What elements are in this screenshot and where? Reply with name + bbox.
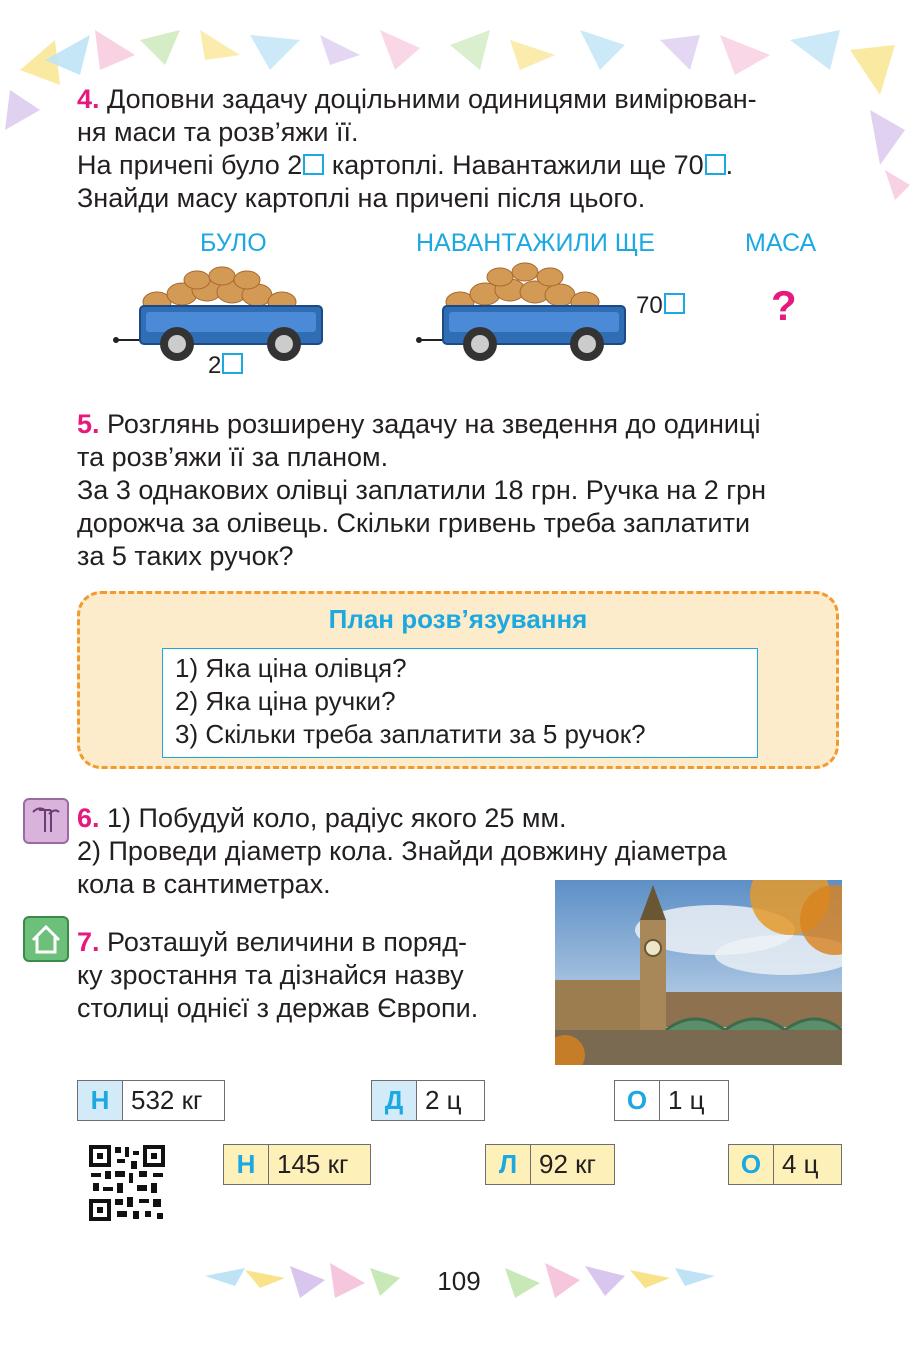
- question-mark: ?: [771, 282, 797, 329]
- plan-steps: [162, 648, 758, 758]
- label-mass: МАСА: [745, 229, 817, 257]
- trailer-with-potatoes-2: [415, 262, 635, 367]
- task4-number: 4.: [77, 84, 100, 114]
- page-number: 109: [437, 1266, 481, 1296]
- task6-number: 6.: [77, 803, 100, 833]
- task5-text: 5. Розглянь розширену задачу на зведення до одиниці та розв’яжи її за планом. За 3 однакових олівці заплатили 18 грн. Ручка на 2 грн дорожча за олівець. Скільки гривень треба заплатити за 5 таких ручок?: [77, 409, 767, 571]
- blank-square: [705, 154, 726, 175]
- label-before: БУЛО: [200, 229, 267, 257]
- label-loaded: НАВАНТАЖИЛИ ЩЕ: [416, 229, 655, 257]
- london-big-ben-photo: [555, 880, 842, 1065]
- letter-tile: Л 92 кг: [485, 1144, 615, 1185]
- letter-tile: О 1 ц: [614, 1080, 729, 1121]
- solution-plan-panel: [77, 591, 839, 769]
- blank-square: [664, 293, 685, 314]
- qr-code: [87, 1143, 167, 1223]
- plan-title: План розв’язування: [328, 604, 588, 634]
- plan-step: 3) Скільки треба заплатити за 5 ручок?: [175, 719, 646, 749]
- plan-step: 2) Яка ціна ручки?: [175, 686, 396, 716]
- task7-text: 7. Розташуй величини в поряд- ку зростання та дізнайся назву столиці однієї з держав Європи.: [77, 927, 479, 1023]
- letter-tile: Н 532 кг: [77, 1080, 225, 1121]
- value-loaded: 70: [636, 292, 685, 320]
- letter-tile: О 4 ц: [728, 1144, 842, 1185]
- task7-number: 7.: [77, 927, 100, 957]
- task5-number: 5.: [77, 409, 100, 439]
- plan-step: 1) Яка ціна олівця?: [175, 653, 407, 683]
- task6-text: 6. 1) Побудуй коло, радіус якого 25 мм. 2) Проведи діаметр кола. Знайди довжину діаметра кола в сантиметрах.: [77, 803, 727, 899]
- task4-text: 4. Доповни задачу доцільними одиницями вимірюван- ня маси та розв’яжи її. На причепі було 2 картоплі. Навантажили ще 70 . Знайди масу картоплі на причепі після цього.: [77, 84, 757, 213]
- home-icon: [23, 916, 69, 962]
- blank-square: [222, 353, 243, 374]
- letter-tile: Н 145 кг: [223, 1144, 371, 1185]
- letter-tile: Д 2 ц: [371, 1080, 485, 1121]
- blank-square: [303, 154, 324, 175]
- value-before: 2: [208, 352, 243, 380]
- ruler-compass-icon: [23, 798, 69, 844]
